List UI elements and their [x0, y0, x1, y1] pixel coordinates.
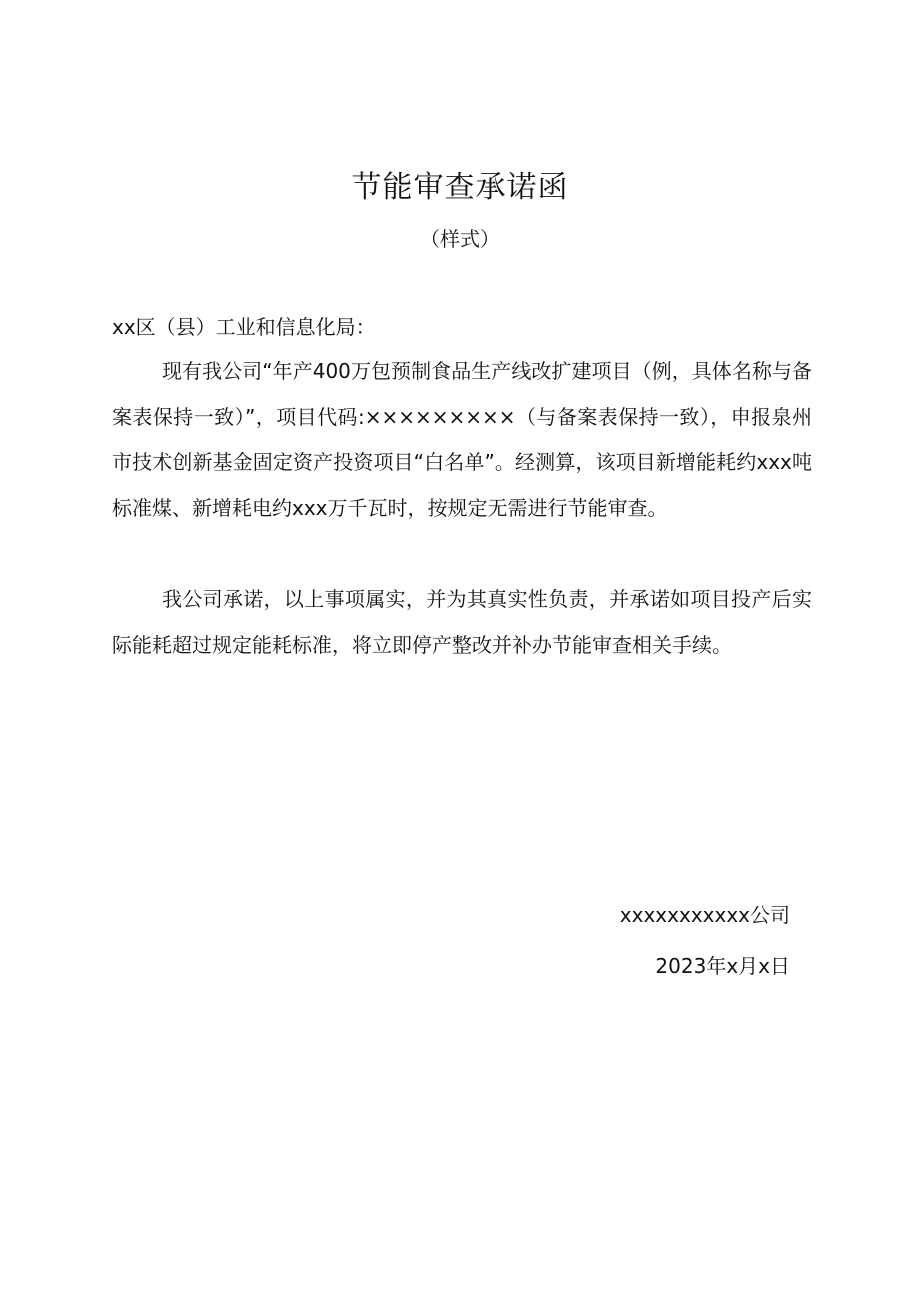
document-subtitle: （样式） [420, 227, 500, 251]
document-title: 节能审查承诺函 [351, 170, 569, 205]
body-paragraph: 我公司承诺，以上事项属实，并为其真实性负责，并承诺如项目投产后实际能耗超过规定能耗标准，将立即停产整改并补办节能审查相关手续。 [112, 587, 812, 657]
addressee: xx区（县）工业和信息化局： [112, 315, 376, 339]
signature-date: 2023年x月x日 [655, 954, 790, 978]
signature-company: xxxxxxxxxxx公司 [619, 903, 790, 927]
body-paragraph: 现有我公司“年产400万包预制食品生产线改扩建项目（例，具体名称与备案表保持一致）”，项目代码:×××××××××（与备案表保持一致），申报泉州市技术创新基金固定资产投资项目“白名单”。经测算，该项目新增能耗约xxx吨标准煤、新增耗电约xxx万千瓦时，按规定无需进行节能审查。 [112, 359, 812, 520]
